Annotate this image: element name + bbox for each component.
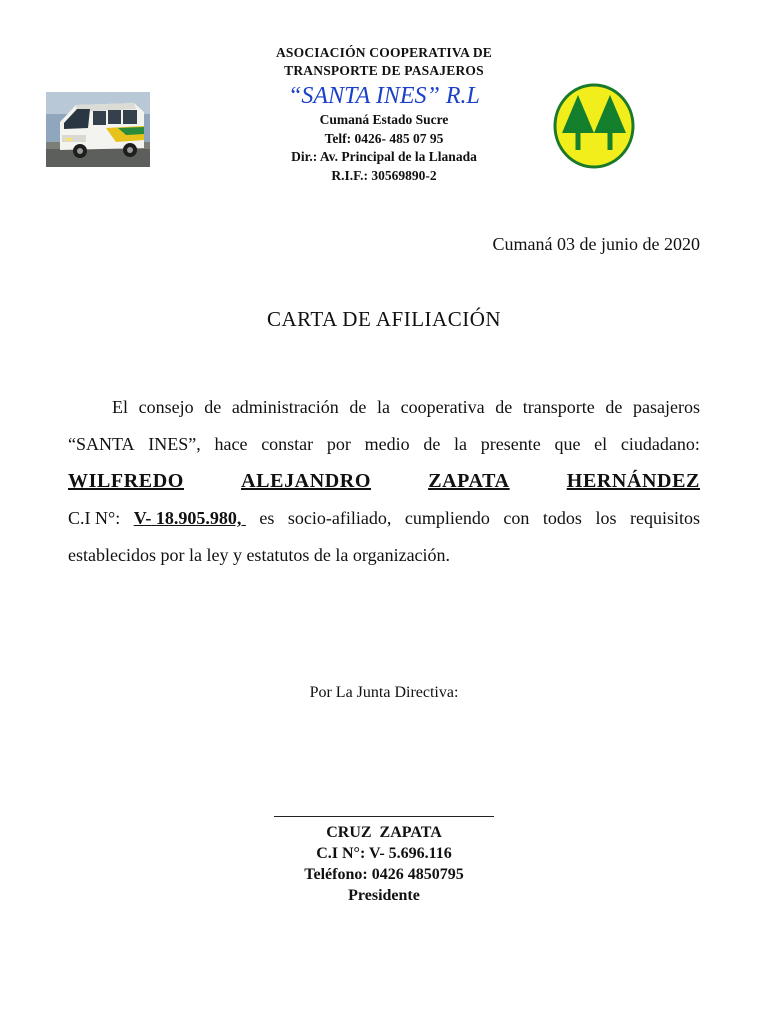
word: cumpliendo [404,508,490,528]
word: de [423,434,441,454]
word: consejo [138,397,194,417]
word: con [503,508,530,528]
document-title: CARTA DE AFILIACIÓN [266,307,502,331]
word: presente [480,434,541,454]
member-name [68,463,700,500]
word: de [495,397,513,417]
letter-date: Cumaná 03 de junio de 2020 [492,234,700,254]
word: requisitos [629,508,700,528]
signer-ci: C.I N°: V- 5.696.116 [316,845,452,862]
letterhead [0,44,768,185]
word: “SANTA [68,434,135,454]
ci-prefix: V- [133,508,152,528]
signer-role: Presidente [348,887,420,904]
org-line-2: TRANSPORTE DE PASAJEROS [284,63,484,78]
word: que [554,434,581,454]
org-name: “SANTA INES” R.L [288,83,480,109]
word: medio [364,434,410,454]
member-ci [134,500,246,537]
ci-number: 18.905.980, [155,508,242,528]
word: de [349,397,367,417]
word: ciudadano: [620,434,700,454]
word: de [605,397,623,417]
word: constar [261,434,314,454]
word: cooperativa [400,397,485,417]
signature-line [274,807,494,817]
word: INES”, [148,434,201,454]
word: HERNÁNDEZ [566,470,700,492]
org-rif: R.I.F.: 30569890-2 [331,167,437,183]
closing-text: Por La Junta Directiva: [309,684,459,701]
org-line-1: ASOCIACIÓN COOPERATIVA DE [275,45,493,60]
body-line-4 [68,500,700,537]
org-address: Dir.: Av. Principal de la Llanada [291,149,477,164]
word: todos [542,508,582,528]
word: la [454,434,468,454]
org-city: Cumaná Estado Sucre [319,112,449,127]
word: ALEJANDRO [241,470,371,492]
letter-body [68,389,700,574]
word: de [204,397,222,417]
org-phone: Telf: 0426- 485 07 95 [324,130,444,146]
word: administración [231,397,339,417]
body-line-1 [68,389,700,426]
word: el [594,434,608,454]
word: ZAPATA [428,470,510,492]
word: los [595,508,617,528]
word: pasajeros [633,397,700,417]
word: El [112,397,128,417]
signature-block [0,804,768,906]
word: WILFREDO [68,470,184,492]
body-line-5: establecidos por la ley y estatutos de la organización. [68,545,451,565]
signer-name: CRUZ ZAPATA [326,824,442,841]
word: transporte [522,397,595,417]
word: por [326,434,351,454]
ci-label: C.I N°: [68,508,121,528]
word: hace [214,434,248,454]
word: es [259,508,275,528]
word: socio-afiliado, [287,508,392,528]
body-line-2 [68,426,700,463]
signer-phone: Teléfono: 0426 4850795 [304,866,464,883]
word: la [377,397,391,417]
